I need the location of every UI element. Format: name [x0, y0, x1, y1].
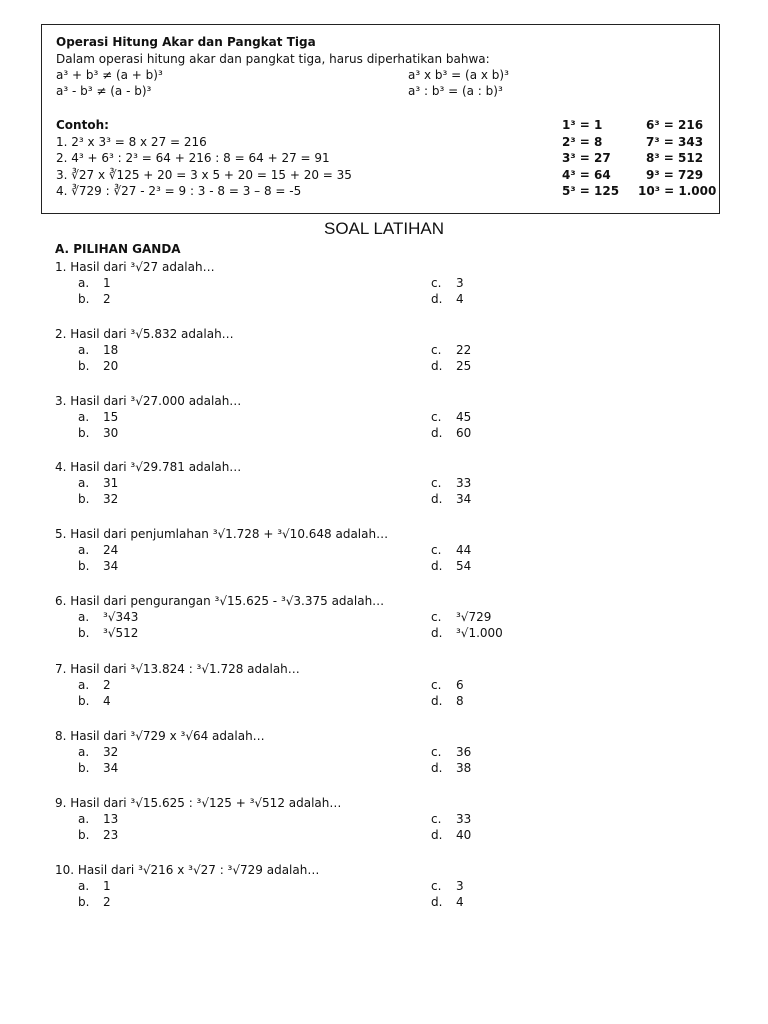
question-6 [55, 593, 735, 653]
question-stem: 6. Hasil dari pengurangan ³√15.625 - ³√3.375 adalah… [55, 594, 385, 608]
cube-5: 5³ = 125 [562, 184, 620, 198]
cube-1: 1³ = 1 [562, 118, 603, 132]
rule-3: a³ x b³ = (a x b)³ [408, 68, 509, 82]
question-stem: 9. Hasil dari ³√15.625 : ³√125 + ³√512 adalah… [55, 796, 342, 810]
question-stem: 7. Hasil dari ³√13.824 : ³√1.728 adalah… [55, 662, 300, 676]
option-a: a. 1 [78, 276, 111, 290]
option-d: d. 34 [431, 492, 472, 506]
option-c: c. 6 [431, 678, 464, 692]
summary-box [41, 24, 720, 214]
option-c: c. 3 [431, 879, 464, 893]
cube-6: 6³ = 216 [646, 118, 704, 132]
example-1: 1. 2³ x 3³ = 8 x 27 = 216 [56, 135, 207, 149]
cube-7: 7³ = 343 [646, 135, 704, 149]
example-3: 3. ∛27 x ∛125 + 20 = 3 x 5 + 20 = 15 + 20 = 35 [56, 168, 352, 182]
question-stem: 8. Hasil dari ³√729 x ³√64 adalah… [55, 729, 265, 743]
option-b: b. 20 [78, 359, 119, 373]
option-c: c. 33 [431, 476, 472, 490]
example-2: 2. 4³ + 6³ : 2³ = 64 + 216 : 8 = 64 + 27 = 91 [56, 151, 330, 165]
option-c: c. 36 [431, 745, 472, 759]
question-10 [55, 862, 735, 922]
question-stem: 2. Hasil dari ³√5.832 adalah… [55, 327, 234, 341]
question-4 [55, 459, 735, 519]
question-stem: 3. Hasil dari ³√27.000 adalah… [55, 394, 242, 408]
rule-1: a³ + b³ ≠ (a + b)³ [56, 68, 163, 82]
option-d: d. 8 [431, 694, 464, 708]
cube-2: 2³ = 8 [562, 135, 603, 149]
option-d: d. 4 [431, 895, 464, 909]
option-c: c. 33 [431, 812, 472, 826]
option-c: c. 44 [431, 543, 472, 557]
question-3 [55, 393, 735, 453]
cube-3: 3³ = 27 [562, 151, 611, 165]
option-c: c. 3 [431, 276, 464, 290]
summary-title: Operasi Hitung Akar dan Pangkat Tiga [56, 35, 316, 49]
question-5 [55, 526, 735, 586]
question-2 [55, 326, 735, 386]
question-stem: 10. Hasil dari ³√216 x ³√27 : ³√729 adalah… [55, 863, 320, 877]
page-title: SOAL LATIHAN [324, 219, 444, 238]
option-d: d. 4 [431, 292, 464, 306]
rule-4: a³ : b³ = (a : b)³ [408, 84, 503, 98]
option-b: b. 34 [78, 761, 119, 775]
option-a: a. 15 [78, 410, 119, 424]
option-d: d. 25 [431, 359, 472, 373]
cube-10: 10³ = 1.000 [638, 184, 717, 198]
question-1 [55, 259, 735, 319]
option-c: c. 22 [431, 343, 472, 357]
option-c: c. ³√729 [431, 610, 492, 624]
option-a: a. ³√343 [78, 610, 139, 624]
option-a: a. 18 [78, 343, 119, 357]
example-4: 4. ∛729 : ∛27 - 2³ = 9 : 3 - 8 = 3 – 8 = -5 [56, 184, 302, 198]
option-b: b. ³√512 [78, 626, 139, 640]
option-b: b. 32 [78, 492, 119, 506]
option-a: a. 24 [78, 543, 119, 557]
option-a: a. 1 [78, 879, 111, 893]
option-b: b. 30 [78, 426, 119, 440]
question-8 [55, 728, 735, 788]
option-a: a. 13 [78, 812, 119, 826]
section-heading: A. PILIHAN GANDA [55, 242, 181, 256]
contoh-label: Contoh: [56, 118, 109, 132]
question-stem: 1. Hasil dari ³√27 adalah… [55, 260, 215, 274]
option-b: b. 23 [78, 828, 119, 842]
option-a: a. 32 [78, 745, 119, 759]
cube-8: 8³ = 512 [646, 151, 704, 165]
cube-9: 9³ = 729 [646, 168, 704, 182]
option-d: d. 54 [431, 559, 472, 573]
option-b: b. 4 [78, 694, 111, 708]
rule-2: a³ - b³ ≠ (a - b)³ [56, 84, 152, 98]
option-d: d. 40 [431, 828, 472, 842]
summary-intro: Dalam operasi hitung akar dan pangkat tiga, harus diperhatikan bahwa: [56, 52, 490, 66]
question-stem: 4. Hasil dari ³√29.781 adalah… [55, 460, 242, 474]
option-b: b. 34 [78, 559, 119, 573]
option-d: d. 60 [431, 426, 472, 440]
question-9 [55, 795, 735, 855]
cube-4: 4³ = 64 [562, 168, 611, 182]
option-a: a. 31 [78, 476, 119, 490]
question-stem: 5. Hasil dari penjumlahan ³√1.728 + ³√10.648 adalah… [55, 527, 389, 541]
option-a: a. 2 [78, 678, 111, 692]
option-d: d. ³√1.000 [431, 626, 503, 640]
option-b: b. 2 [78, 895, 111, 909]
question-7 [55, 661, 735, 721]
option-b: b. 2 [78, 292, 111, 306]
option-d: d. 38 [431, 761, 472, 775]
option-c: c. 45 [431, 410, 472, 424]
